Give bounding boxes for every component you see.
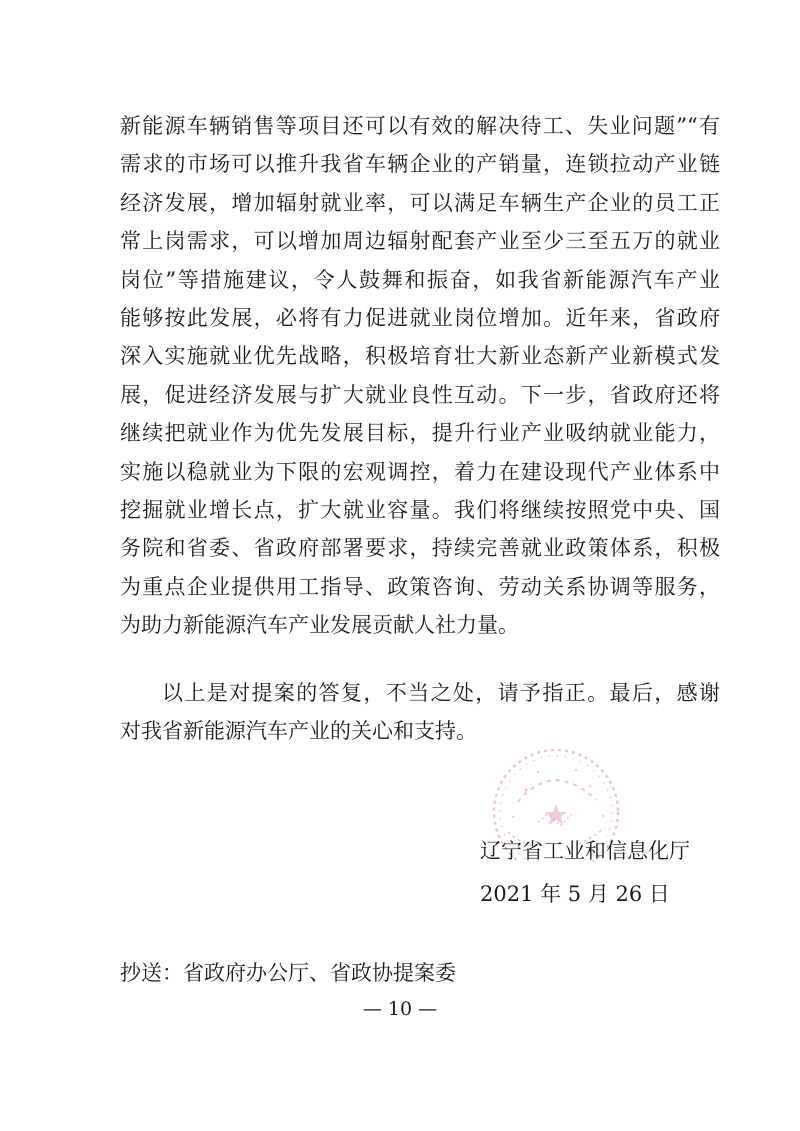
body-line: 继续把就业作为优先发展目标，提升行业产业吸纳就业能力， [120,421,720,446]
cc-recipients: 抄送：省政府办公厅、省政协提案委 [120,961,456,985]
page-number: — 10 — [362,998,438,1020]
issuing-organization: 辽宁省工业和信息化厅 [480,839,690,863]
body-line: 能够按此发展，必将有力促进就业岗位增加。近年来，省政府 [120,305,720,330]
body-line: 为助力新能源汽车产业发展贡献人社力量。 [120,613,519,638]
closing-line: 对我省新能源汽车产业的关心和支持。 [120,719,477,744]
body-line: 需求的市场可以推升我省车辆企业的产销量，连锁拉动产业链 [120,152,720,177]
body-line: 实施以稳就业为下限的宏观调控，着力在建设现代产业体系中 [120,459,720,484]
body-line: 展，促进经济发展与扩大就业良性互动。下一步，省政府还将 [120,382,720,407]
body-line: 岗位”等措施建议，令人鼓舞和振奋，如我省新能源汽车产业 [120,267,720,292]
body-line: 常上岗需求，可以增加周边辐射配套产业至少三至五万的就业 [120,229,720,254]
body-line: 经济发展，增加辐射就业率，可以满足车辆生产企业的员工正 [120,190,720,215]
body-paragraph [120,107,720,644]
closing-line: 以上是对提案的答复，不当之处，请予指正。最后，感谢 [162,681,720,705]
body-line: 深入实施就业优先战略，积极培育壮大新业态新产业新模式发 [120,344,720,369]
body-line: 为重点企业提供用工指导、政策咨询、劳动关系协调等服务， [120,574,720,599]
body-line: 挖掘就业增长点，扩大就业容量。我们将继续按照党中央、国 [120,497,720,522]
body-line: 务院和省委、省政府部署要求，持续完善就业政策体系，积极 [120,536,720,561]
closing-paragraph [120,674,720,751]
issue-date: 2021 年 5 月 26 日 [480,882,670,906]
body-line: 新能源车辆销售等项目还可以有效的解决待工、失业问题”“有 [120,114,720,138]
